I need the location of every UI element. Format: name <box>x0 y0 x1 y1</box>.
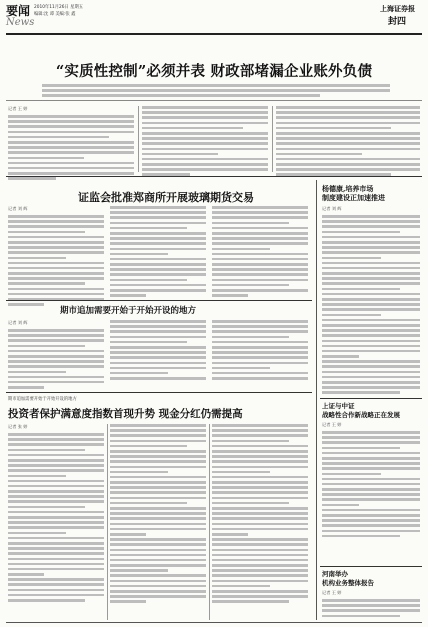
story4-col-3 <box>212 424 308 606</box>
story3-col-1 <box>8 320 104 391</box>
story4-col-2 <box>110 424 206 606</box>
story3-col-3 <box>212 320 308 382</box>
sidebar-divider <box>316 180 317 620</box>
lead-byline: 记者 王 婷 <box>8 106 28 111</box>
lead-divider-1 <box>138 106 139 172</box>
story2-col-3 <box>212 206 308 299</box>
section-rule-3 <box>6 300 312 301</box>
story3-col-2 <box>110 320 206 382</box>
lead-col-2 <box>142 106 268 179</box>
masthead <box>0 0 428 34</box>
section-rule-2 <box>6 176 422 177</box>
story3-headline: 期市追加需要开始于开始开设的地方 <box>60 306 197 316</box>
editor-credit: 编辑:沈 谭 美编:张 鑫 <box>34 12 76 17</box>
lead-divider-2 <box>272 106 273 172</box>
paper-name: 上海证券报 <box>380 4 415 13</box>
story2-headline: 证监会批准郑商所开展玻璃期货交易 <box>78 191 254 204</box>
story4-col-1 <box>8 424 104 604</box>
story2-col-1 <box>8 206 104 308</box>
story4-byline: 记者 张 婷 <box>8 424 28 429</box>
sidebar3-body <box>322 590 420 620</box>
page-label: 封四 <box>388 17 407 27</box>
sidebar3-byline: 记者 王 婷 <box>322 590 342 595</box>
lead-col-1 <box>8 106 134 182</box>
issue-date: 2010年11月26日 星期五 <box>34 5 84 10</box>
story4-headline: 投资者保护满意度指数首现升势 现金分红仍需提高 <box>8 408 243 420</box>
story3-byline: 记者 刘 辉 <box>8 320 28 325</box>
story4-kicker: 期市追加需要开始于开始开设的地方 <box>8 397 77 402</box>
sidebar2-rule <box>320 398 422 399</box>
sidebar1-headline: 杨德康,培养市场 制度建设正加速推进 <box>322 184 385 202</box>
lead-intro <box>42 84 390 100</box>
sidebar2-headline: 上证与中证 战略性合作新战略正在发展 <box>322 402 400 419</box>
sidebar2-body <box>322 422 420 540</box>
sidebar1-body <box>322 206 420 397</box>
sidebar1-byline: 记者 刘 辉 <box>322 206 342 211</box>
story2-byline: 记者 刘 辉 <box>8 206 28 211</box>
sidebar3-rule <box>320 566 422 567</box>
lead-col-3 <box>276 106 420 179</box>
lead-headline: “实质性控制”必须并表 财政部堵漏企业账外负债 <box>55 63 373 80</box>
sidebar3-headline: 河南举办 机构业务整体报告 <box>322 570 374 587</box>
lead-rule <box>6 100 422 101</box>
sidebar2-byline: 记者 王 婷 <box>322 422 342 427</box>
section-rule-4 <box>6 392 312 393</box>
story2-col-2 <box>110 206 206 299</box>
masthead-rule <box>6 33 422 35</box>
section-title-en: News <box>6 17 35 28</box>
section-title: 要闻 <box>6 4 31 18</box>
story4-divider-2 <box>209 424 210 620</box>
story4-divider-1 <box>107 424 108 620</box>
footer-rule <box>6 622 422 623</box>
